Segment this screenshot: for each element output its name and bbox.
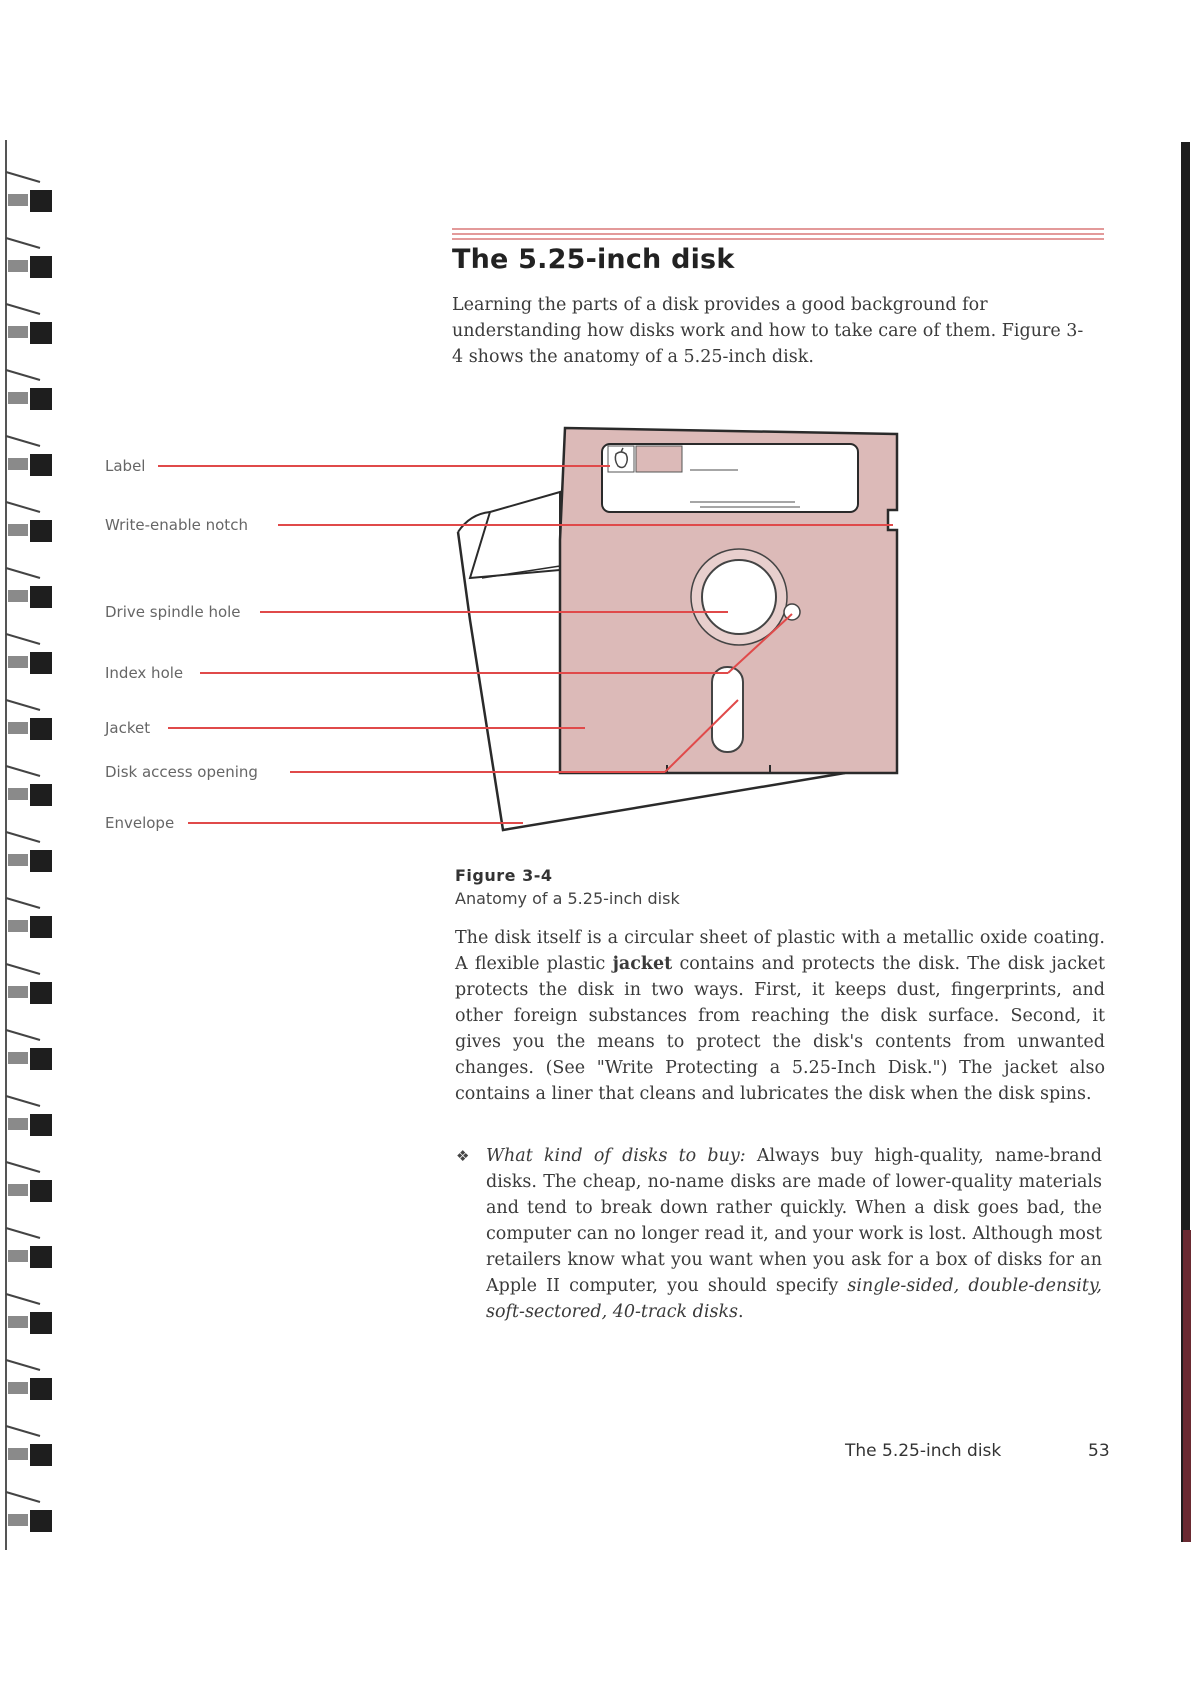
section-heading: The 5.25-inch disk: [452, 244, 735, 275]
callout-label: Label: [105, 457, 148, 475]
binding-ring: [6, 1030, 52, 1070]
page-edge-tab: [1183, 1230, 1191, 1542]
binding-ring: [6, 1162, 52, 1202]
callout-disk-access-opening: Disk access opening: [105, 763, 261, 781]
binding-ring: [6, 1492, 52, 1532]
binding-ring: [6, 964, 52, 1004]
body-text-part: The disk itself is a circular sheet of plastic with a metallic oxide coating. A flexible plastic: [455, 928, 1105, 974]
disk-spec: single-sided, double-density, soft-sectored, 40-track disks: [486, 1276, 1102, 1322]
callout-write-enable-notch: Write-enable notch: [105, 516, 251, 534]
index-hole: [784, 604, 800, 620]
note-lead: What kind of disks to buy:: [486, 1146, 746, 1166]
binding-ring: [6, 898, 52, 938]
binding-ring: [6, 1426, 52, 1466]
body-text-part: contains and protects the disk. The disk jacket protects the disk in two ways. First, it keeps dust, fingerprints, and other foreign substances from reaching the disk surface. Second, it gives you the means to protect the disk's contents from unwanted changes. (See "Write Protecting a 5.25-Inch Disk.") The jacket also contains a liner that cleans and lubricates the disk when the disk spins.: [455, 954, 1105, 1104]
figure-number: Figure 3-4: [455, 866, 553, 885]
running-footer: The 5.25-inch disk: [845, 1441, 1002, 1461]
callout-drive-spindle-hole: Drive spindle hole: [105, 603, 244, 621]
body-paragraph: [455, 925, 1105, 1107]
label-tab: [636, 446, 682, 472]
callout-jacket: Jacket: [105, 719, 153, 737]
note-text: Always buy high-quality, name-brand disks. The cheap, no-name disks are made of lower-quality materials and tend to break down rather quickly. When a disk goes bad, the computer can no longer read it, and your work is lost. Although most retailers know what you want when you ask for a box of disks for an Apple II computer, you should specify: [486, 1146, 1102, 1296]
envelope-shape: [470, 492, 560, 578]
buying-tip-note: [456, 1143, 1102, 1325]
note-end: .: [738, 1302, 744, 1322]
term-jacket: jacket: [612, 954, 673, 974]
callout-envelope: Envelope: [105, 814, 177, 832]
page-number: 53: [1088, 1441, 1110, 1461]
intro-paragraph: Learning the parts of a disk provides a good background for understanding how disks work and how to take care of them. Figure 3-4 shows the anatomy of a 5.25-inch disk.: [452, 295, 1084, 367]
binding-ring: [6, 1096, 52, 1136]
figure-caption: Anatomy of a 5.25-inch disk: [455, 889, 680, 908]
note-paragraph: [486, 1143, 1102, 1325]
drive-spindle-hole: [702, 560, 776, 634]
callout-index-hole: Index hole: [105, 664, 186, 682]
binding-ring: [6, 1360, 52, 1400]
diamond-dots-icon: ❖: [456, 1147, 470, 1165]
binding-ring: [6, 1294, 52, 1334]
binding-ring: [6, 1228, 52, 1268]
